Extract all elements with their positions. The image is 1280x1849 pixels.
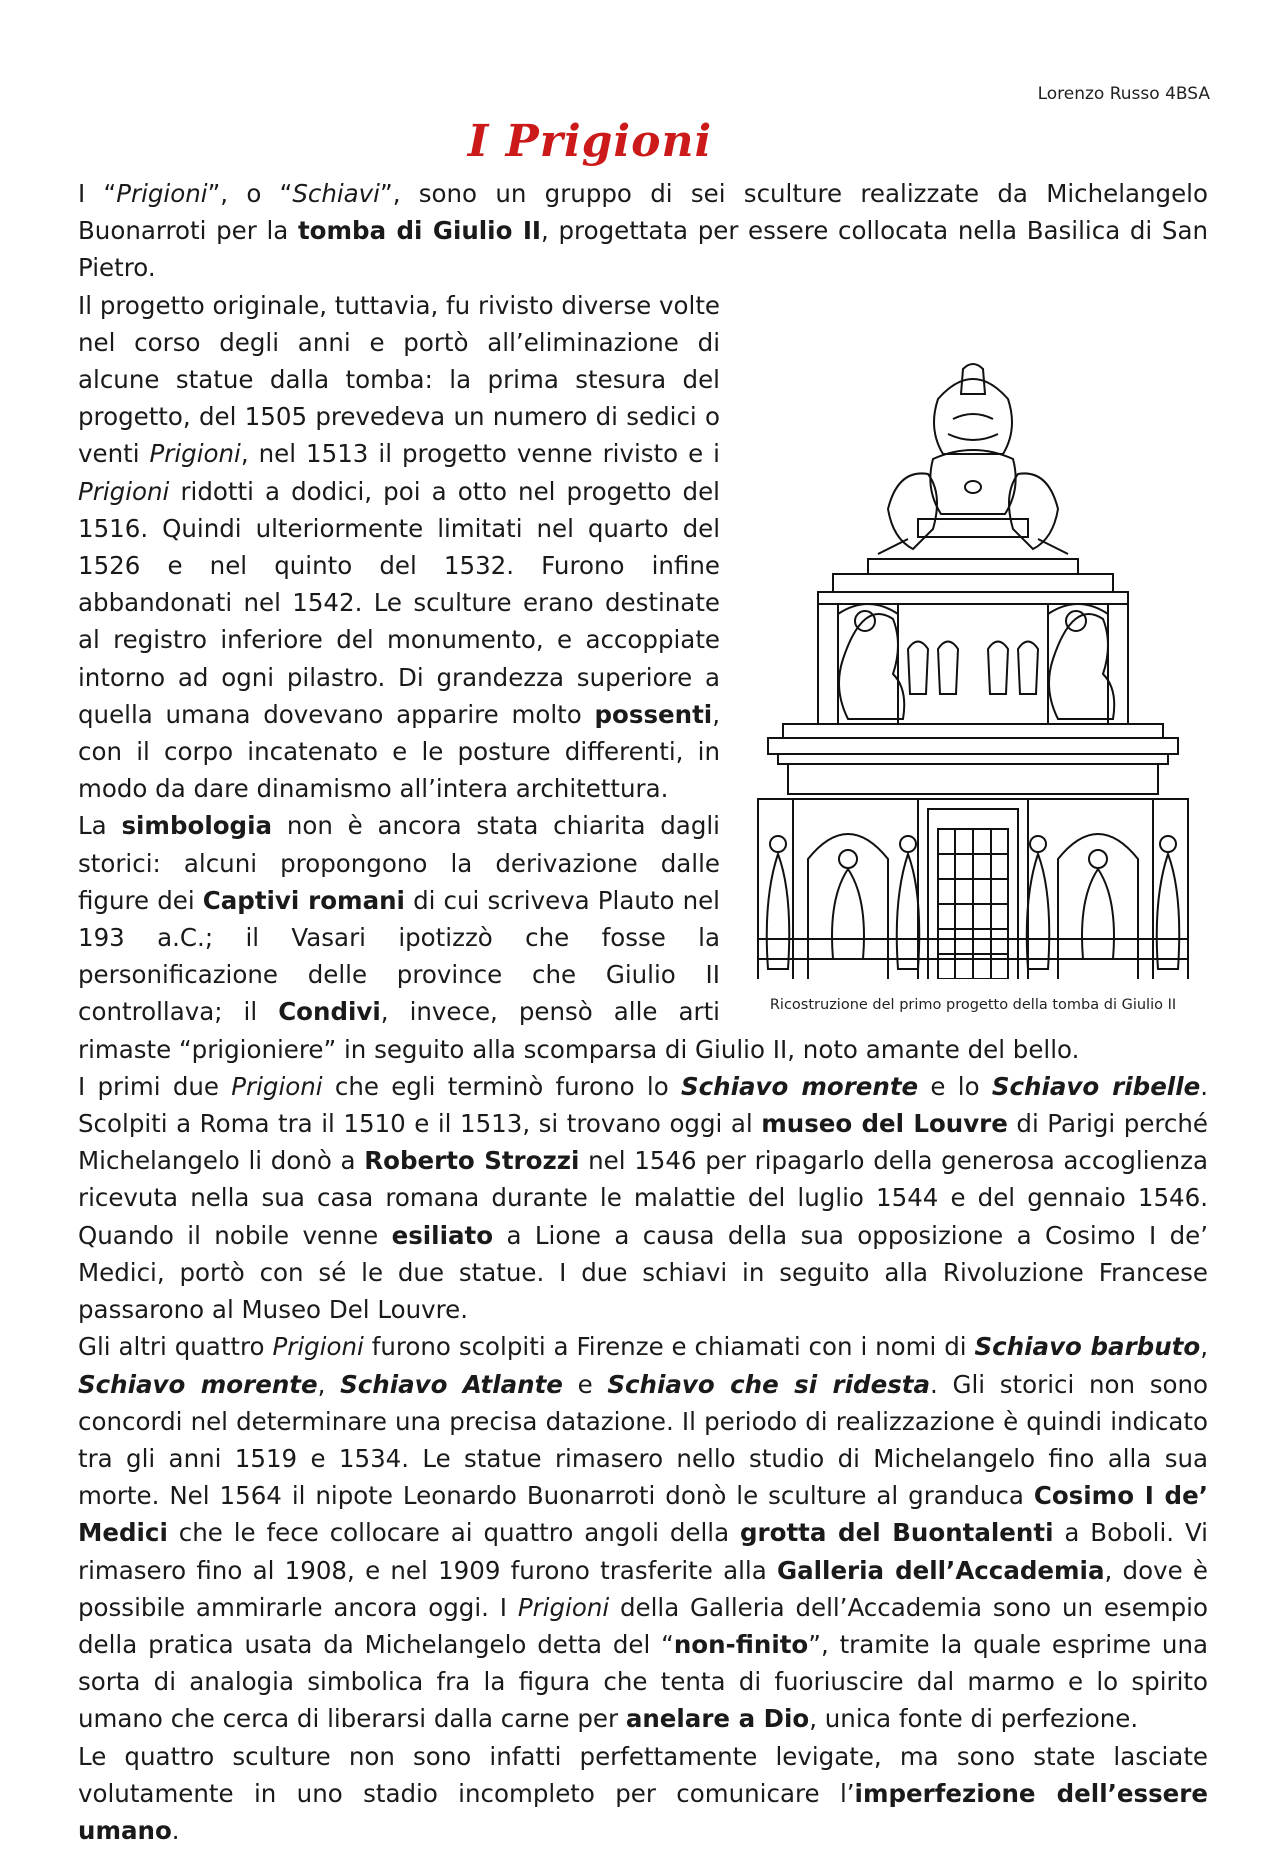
text-run: ”, o “ [207,179,293,208]
text-run: non-finito [673,1629,809,1659]
text-run: ridotti a dodici, poi a otto nel progetto del 1516. Quindi ulteriormente limitati nel quarto del 1526 e nel quinto del 1532. Furono infine abbandonati nel 1542. Le sculture erano destinate al registro inferiore del monumento, e accoppiate intorno ad ogni pilastro. Di grandezza superiore a quella umana dovevano apparire molto [78,476,720,729]
text-run: , [1200,1332,1208,1362]
text-run: . [171,1815,180,1845]
text-run: imperfezione dell’essere umano [78,1778,1208,1845]
text-run: , progettata per essere collocata nella Basilica di San Pietro. [78,216,1208,283]
text-run: e lo [918,1071,992,1101]
text-run: Prigioni [517,1592,610,1622]
text-run: Prigioni [231,1071,323,1101]
text-run: , unica fonte di perfezione. [809,1704,1139,1734]
text-run: anelare a Dio [625,1704,810,1734]
author-line: Lorenzo Russo 4BSA [1037,84,1210,104]
paragraph-conclusion [78,1738,1208,1849]
text-run: Schiavo morente [680,1071,919,1101]
text-run: grotta del Buontalenti [740,1518,1054,1548]
text-run: tomba di Giulio II [297,216,542,246]
text-run: Schiavo che si ridesta [607,1369,931,1399]
text-run: che egli terminò furono lo [322,1071,681,1101]
text-run: museo del Louvre [761,1109,1008,1139]
text-run: , nel 1513 il progetto venne rivisto e i [240,439,720,469]
text-run: a Boboli. Vi rimasero fino al 1908, e nel 1909 furono trasferite alla [78,1518,1208,1585]
paragraph-intro [78,175,1208,287]
text-run: non è ancora stata chiarita dagli storici: alcuni propongono la derivazione dalle figure dei [78,811,720,915]
text-run: simbologia [121,811,273,841]
text-run: I primi due [78,1071,232,1101]
tomb-figure [738,359,1208,1015]
text-run: ”, tramite la quale esprime una sorta di analogia simbolica fra la figura che tenta di fuoriuscire dal marmo e lo spirito umano che cerca di liberarsi dalla carne per [78,1629,1208,1734]
tomb-drawing-icon [738,359,1208,979]
text-run: che le fece collocare ai quattro angoli della [167,1518,740,1548]
text-run: Schiavo Atlante [340,1369,563,1399]
text-run: La [78,811,122,841]
text-run: di cui scriveva Plauto nel 193 a.C.; il Vasari ipotizzò che fosse la personificazione delle province che Giulio II controllava; il [78,885,720,1027]
text-run: Le quattro sculture non sono infatti perfettamente levigate, ma sono state lasciate volutamente in uno stadio incompleto per comunicare l’ [78,1741,1208,1808]
paragraph-louvre [78,1068,1208,1328]
text-run: Schiavo morente [78,1369,318,1399]
text-run: a Lione a causa della sua opposizione a Cosimo I de’ Medici, portò con sé le due statue. I due schiavi in seguito alla Rivoluzione Francese passarono al Museo Del Louvre. [78,1220,1208,1325]
text-run: I “ [78,179,117,208]
text-run: esiliato [391,1220,494,1250]
text-run: Il progetto originale, tuttavia, fu rivisto diverse volte nel corso degli anni e portò all’eliminazione di alcune statue dalla tomba: la prima stesura del progetto, del 1505 prevedeva un numero di sedici o venti [78,290,720,469]
text-run: ”, sono un gruppo di sei sculture realizzate da Michelangelo Buonarroti per la [78,179,1208,246]
text-run: Prigioni [78,476,170,506]
text-run: Cosimo I de’ Medici [78,1481,1209,1548]
text-run: Prigioni [272,1332,364,1362]
text-run: Gli altri quattro [78,1332,273,1362]
text-run: di Parigi perché Michelangelo li donò a [78,1109,1208,1176]
text-run: Roberto Strozzi [364,1146,580,1176]
page-title: I Prigioni [467,116,713,167]
text-run: , [317,1369,341,1399]
text-run: Captivi romani [202,885,405,915]
text-run: , invece, pensò alle arti rimaste “prigioniere” in seguito alla scomparsa di Giulio II, noto amante del bello. [78,997,1080,1064]
text-run: . Scolpiti a Roma tra il 1510 e il 1513, si trovano oggi al [78,1071,1209,1139]
text-run: . Gli storici non sono concordi nel determinare una precisa datazione. Il periodo di realizzazione è quindi indicato tra gli anni 1519 e 1534. Le statue rimasero nello studio di Michelangelo fino alla sua morte. Nel 1564 il nipote Leonardo Buonarroti donò le sculture al granduca [78,1369,1209,1511]
text-run: furono scolpiti a Firenze e chiamati con i nomi di [363,1332,975,1362]
text-run: e [562,1369,608,1399]
paragraph-florence [78,1328,1208,1737]
text-run: possenti [594,699,713,729]
figure-caption: Ricostruzione del primo progetto della tomba di Giulio II [769,996,1177,1013]
document-body [78,175,1208,1849]
text-run: della Galleria dell’Accademia sono un esempio della pratica usata da Michelangelo detta del “ [78,1592,1208,1659]
text-run: Prigioni [149,439,241,469]
text-run: Schiavi [292,179,380,208]
text-run: Condivi [278,997,381,1027]
text-run: , con il corpo incatenato e le posture differenti, in modo da dare dinamismo all’intera architettura. [78,699,720,804]
text-run: , dove è possibile ammirarle ancora oggi. I [78,1555,1208,1622]
text-run: nel 1546 per ripagarlo della generosa accoglienza ricevuta nella sua casa romana durante le malattie del luglio 1544 e del gennaio 1546. Quando il nobile venne [78,1146,1208,1250]
text-run: Schiavo ribelle [991,1071,1201,1101]
text-run: Galleria dell’Accademia [777,1555,1105,1585]
text-run: Schiavo barbuto [974,1332,1201,1362]
text-run: Prigioni [116,179,208,208]
